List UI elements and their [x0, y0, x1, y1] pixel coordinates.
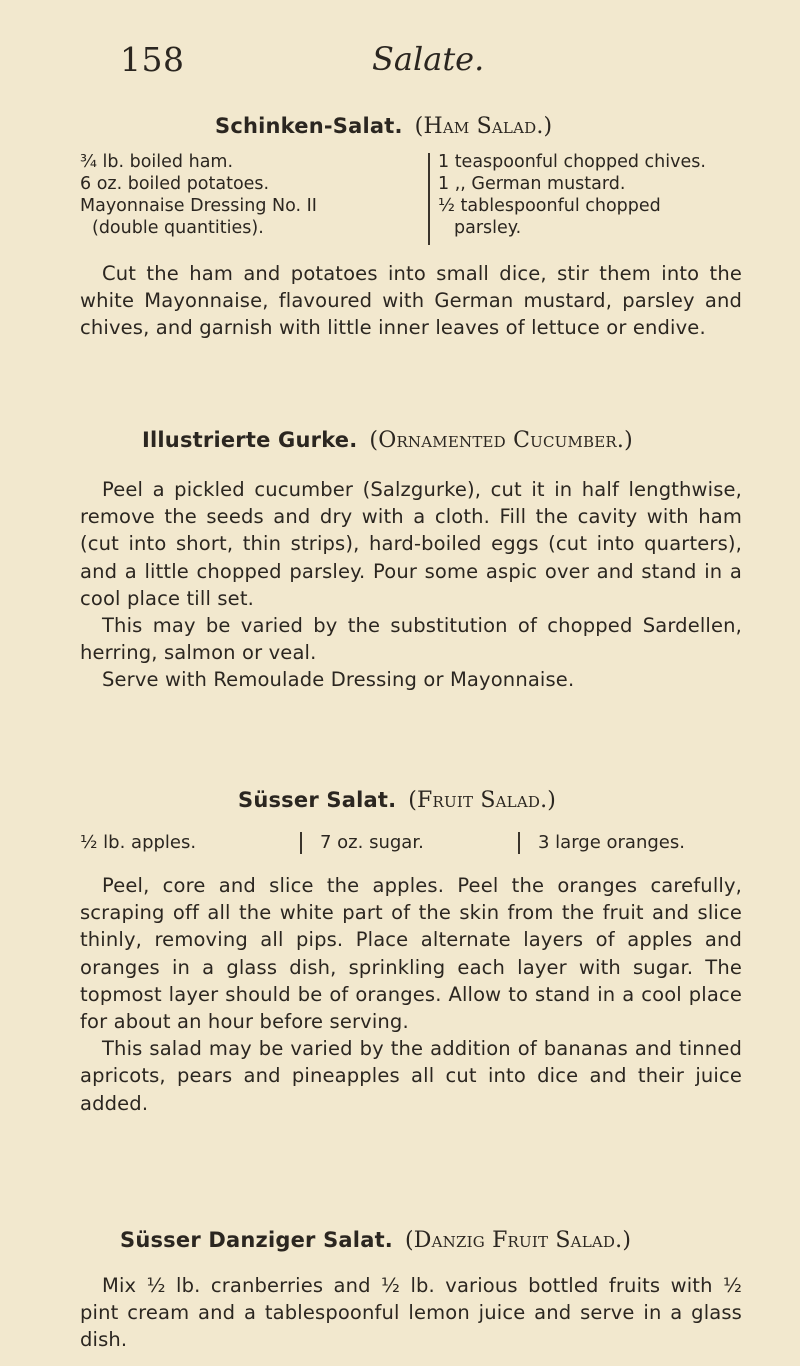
recipe-title-german: Illustrierte Gurke. — [142, 428, 358, 452]
ingredient-cell: 7 oz. sugar. — [320, 832, 424, 853]
paragraph: Peel, core and slice the apples. Peel the oranges carefully, scraping off all the white part of the skin from the fruit and slice thinly, removing all pips. Place alternate layers of apples and oranges in a glass dish, sprinkling each layer with sugar. The topmost layer should be of oranges. Allow to stand in a cool place for about an hour before serving. — [80, 874, 742, 1034]
running-title: Salate. — [372, 40, 485, 78]
recipe-instructions — [80, 260, 742, 342]
recipe-title-german: Süsser Danziger Salat. — [120, 1228, 393, 1252]
ingredient-line: 6 oz. boiled potatoes. — [80, 174, 270, 194]
recipe-title-danzig-fruit-salad — [120, 1228, 631, 1253]
paragraph: Serve with Remoulade Dressing or Mayonnaise. — [102, 668, 575, 692]
recipe-instructions — [80, 872, 742, 1117]
column-divider — [518, 832, 520, 854]
recipe-title-german: Süsser Salat. — [238, 788, 397, 812]
paragraph: Cut the ham and potatoes into small dice, stir them into the white Mayonnaise, flavoured with German mustard, parsley and chives, and garnish with little inner leaves of lettuce or endive. — [80, 262, 742, 340]
recipe-title-ham-salad — [215, 114, 552, 139]
paragraph: Peel a pickled cucumber (Salzgurke), cut it in half lengthwise, remove the seeds and dry with a cloth. Fill the cavity with ham (cut into short, thin strips), hard-boiled eggs (cut into quarters), and a little chopped parsley. Pour some aspic over and stand in a cool place till set. — [80, 478, 742, 610]
page-header — [0, 40, 800, 100]
page-number: 158 — [120, 40, 185, 79]
recipe-title-english: (Ornamented Cucumber.) — [369, 428, 633, 453]
paragraph: This salad may be varied by the addition of bananas and tinned apricots, pears and pineapples all cut into dice and their juice added. — [80, 1037, 742, 1115]
recipe-instructions — [80, 476, 742, 694]
paragraph: This may be varied by the substitution of chopped Sardellen, herring, salmon or veal. — [80, 614, 742, 665]
recipe-title-fruit-salad — [238, 788, 556, 813]
recipe-title-english: (Fruit Salad.) — [408, 788, 557, 813]
ingredient-cell: 3 large oranges. — [538, 832, 685, 853]
ingredient-line: 1 ,, German mustard. — [438, 174, 626, 194]
ingredient-line: Mayonnaise Dressing No. II — [80, 196, 317, 216]
paragraph: Mix ½ lb. cranberries and ½ lb. various bottled fruits with ½ pint cream and a tablespoonful lemon juice and serve in a glass dish. — [80, 1274, 742, 1352]
recipe-title-ornamented-cucumber — [142, 428, 633, 453]
recipe-title-english: (Danzig Fruit Salad.) — [404, 1228, 632, 1253]
ingredients-right-column — [438, 151, 706, 239]
ingredient-line: ¾ lb. boiled ham. — [80, 152, 234, 172]
ingredient-cell: ½ lb. apples. — [80, 832, 197, 853]
ingredients-row — [80, 832, 742, 856]
ingredient-line: parsley. — [454, 218, 522, 238]
recipe-title-english: (Ham Salad.) — [414, 114, 553, 139]
recipe-title-german: Schinken-Salat. — [215, 114, 403, 138]
recipe-instructions — [80, 1272, 742, 1354]
ingredient-line: 1 teaspoonful chopped chives. — [438, 152, 706, 172]
column-divider — [300, 832, 302, 854]
column-divider — [428, 153, 430, 245]
ingredient-line: (double quantities). — [92, 218, 264, 238]
ingredient-line: ½ tablespoonful chopped — [438, 196, 661, 216]
ingredients-left-column — [80, 151, 317, 239]
